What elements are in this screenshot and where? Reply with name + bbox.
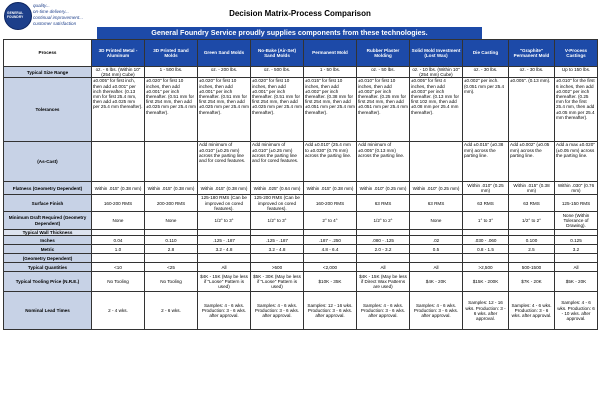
table-row [4,254,598,263]
table-cell: None [410,212,463,230]
table-cell: .080 - .125 [357,236,410,245]
table-cell [357,254,410,263]
process-column-header: Die Casting [463,40,509,67]
table-cell: 1.0 [92,245,145,254]
row-label: Typical Quantities [4,263,92,272]
table-cell: ±0.005" for first inch, then add ±0.001" per inch thereafter. (0.13 mm for first 25.4 mm, then add ±0.025 mm per 25.4 mm thereafter). [92,78,145,142]
table-row [4,78,598,142]
table-cell: oz. - 30 lbs. [463,67,509,78]
table-cell: $4K - 15K (May be less if Direct Wax Patterns are used) [357,272,410,292]
process-comparison-table [3,39,598,330]
table-cell: Add minimum of ±0.010" (±0.25 mm) across the parting line and for cored features. [198,142,251,182]
table-cell: 63 RMS [509,195,555,212]
row-label: Typical Tooling Price (N.R.E.) [4,272,92,292]
table-row [4,182,598,195]
table-cell: 2.5 [509,245,555,254]
table-cell: Samples: 4 - 6 wks. Production: 6 - 10 wks. after approval. [555,292,598,330]
table-cell: Add a max ±0.020" (±0.05 mm) across the parting line. [555,142,598,182]
table-cell: 2.0 - 3.2 [357,245,410,254]
table-cell: ±0.020" for first 10 inches, then add ±0.001" per inch thereafter. (0.51 mm for first 254 mm, then add ±0.025 mm per 25.4 mm thereafter). [198,78,251,142]
table-cell: ±0.005" for first 4 inches, then add ±0.003" per inch thereafter. (0.13 mm for first 102 mm, then add ±0.08 mm per 25.4 mm thereafter). [410,78,463,142]
table-cell: 125-150 RMS [555,195,598,212]
table-cell: 2.8 [145,245,198,254]
table-row [4,272,598,292]
table-cell: None [92,212,145,230]
row-label: Nominal Lead Times [4,292,92,330]
logo-tagline-line: customer satisfaction [33,21,77,26]
table-cell [509,254,555,263]
row-label: Metric [4,245,92,254]
table-row [4,212,598,230]
table-cell: No Tooling [145,272,198,292]
process-column-header: Permanent Mold [304,40,357,67]
process-column-header: 3D Printed Sand Molds [145,40,198,67]
table-cell: All [357,263,410,272]
logo-tagline-line: continual improvement... [33,15,84,20]
table-cell: ±0.010" for first 10 inches, then add ±0.002" per inch thereafter. (0.25 mm for first 254 mm, then add ±0.051 mm per 25.4 mm thereafter). [357,78,410,142]
process-column-header: V-Process Castings [555,40,598,67]
table-cell: 0.125 [555,236,598,245]
suppliers-banner: General Foundry Service proudly supplies components from these technologies. [97,27,482,39]
table-cell: 2° to 4° [304,212,357,230]
table-row [4,195,598,212]
process-column-header: No-Bake (Air-Set) Sand Molds [251,40,304,67]
row-label: Minimum Draft Required (Geometry Dependent) [4,212,92,230]
table-cell: 0.100 [509,236,555,245]
table-cell: $10K - 35K [304,272,357,292]
table-cell: Add minimum of ±0.005" (0.13 mm) across the parting line. [357,142,410,182]
logo-tagline-line: quality... [33,3,50,8]
table-cell [304,254,357,263]
table-cell: $4K - 20K [410,272,463,292]
table-cell: Add minimum of ±0.010" (±0.25 mm) across the parting line and for cored features. [251,142,304,182]
table-cell: Samples: 12 - 16 wks. Production: 3 - 6 wks. after approval. [304,292,357,330]
table-cell: 0.110 [145,236,198,245]
table-cell: >500 [251,263,304,272]
table-cell: Up to 150 lbs. [555,67,598,78]
row-label: Typical Size Range [4,67,92,78]
table-cell: oz. - 200 lbs. [198,67,251,78]
table-cell: All [555,263,598,272]
table-cell [92,142,145,182]
table-cell: <2,000 [304,263,357,272]
process-column-header: 3D Printed Metal - Aluminum [92,40,145,67]
table-cell: $15K - 200K [463,272,509,292]
row-label: (Geometry Dependent) [4,254,92,263]
table-cell: .02 [410,236,463,245]
table-cell: Within .015" (0.38 mm) [145,182,198,195]
row-label: Flatness (Geometry Dependent) [4,182,92,195]
table-cell: Within .025" (0.64 mm) [251,182,304,195]
table-cell: Samples: 4 - 6 wks. Production: 3 - 6 wks. after approval. [509,292,555,330]
table-cell [555,254,598,263]
table-cell: >2,500 [463,263,509,272]
table-row [4,263,598,272]
table-cell: Samples: 4 - 6 wks. Production: 3 - 6 wks. after approval. [357,292,410,330]
table-cell: ±0.015" for first 10 inches, then add ±0.002" per inch thereafter. (0.38 mm for first 254 mm, then add ±0.051 mm per 25.4 mm thereafter). [304,78,357,142]
table-row [4,245,598,254]
table-cell: oz. - 10 lbs. (Within 10" (254 mm) Cube) [410,67,463,78]
table-cell: 3.2 - 4.8 [198,245,251,254]
table-cell: .187 - .250 [304,236,357,245]
process-header: Process [4,40,92,67]
table-cell: 1/2° to 2° [357,212,410,230]
table-cell [92,254,145,263]
row-label: Typical Wall Thickness [4,230,92,236]
table-cell [463,254,509,263]
table-cell: All [410,263,463,272]
table-cell [145,254,198,263]
table-cell: 125-200 RMS (Can be improved on cored features). [251,195,304,212]
header-row [4,40,598,67]
table-row [4,292,598,330]
table-cell: 500-1500 [509,263,555,272]
table-cell: 1/2° to 3° [198,212,251,230]
table-cell: None [145,212,198,230]
table-cell: 0.04 [92,236,145,245]
table-cell: oz. - 6 lbs. (Within 10" (254 mm) Cube) [92,67,145,78]
row-label: Inches [4,236,92,245]
table-cell: Within .015" (0.38 mm) [92,182,145,195]
table-cell: 125-180 RMS (Can be improved on cored features). [198,195,251,212]
table-cell: $7K - 20K [509,272,555,292]
table-cell: Within .010" (0.25 mm) [357,182,410,195]
table-cell: 0.5 [410,245,463,254]
table-cell: 200-300 RMS [145,195,198,212]
table-row [4,67,598,78]
table-cell: 2 - 4 wks. [92,292,145,330]
table-cell: No Tooling [92,272,145,292]
table-cell: 3.2 - 4.8 [251,245,304,254]
table-cell: 1/2° to 2° [509,212,555,230]
table-cell: None (Within Tolerance of Drawing). [555,212,598,230]
table-cell: All [198,263,251,272]
table-cell [251,254,304,263]
table-cell: Within .010" (0.25 mm) [410,182,463,195]
table-cell: 1 - 500 lbs. [145,67,198,78]
logo-seal: GENERAL FOUNDRY [4,2,32,30]
table-cell: oz. - 500 lbs. [251,67,304,78]
process-column-header: Rubber Plaster Molding [357,40,410,67]
row-label: Surface Finish [4,195,92,212]
table-cell: ±0.020" for first 10 inches, then add ±0.001" per inch thereafter. (0.51 mm for first 254 mm, then add ±0.025 mm per 25.4 mm thereafter). [251,78,304,142]
table-cell: 4.8 - 6.4 [304,245,357,254]
table-cell: 160-200 RMS [92,195,145,212]
table-cell: .125 - .187 [198,236,251,245]
table-cell: 1° to 3° [463,212,509,230]
table-cell: Samples: 4 - 6 wks. Production: 3 - 6 wks. after approval. [251,292,304,330]
table-cell: $4K - 15K (May be less if "Loose" Pattern is used) [198,272,251,292]
table-cell [410,254,463,263]
table-cell: oz. - 50 lbs. [357,67,410,78]
table-cell: Within .010" (0.25 mm) [463,182,509,195]
table-cell: Samples: 12 - 16 wks. Production: 3 - 6 wks. after approval. [463,292,509,330]
table-cell: <25 [145,263,198,272]
table-cell: ±0.002" per inch. (0.051 mm per 25.4 mm). [463,78,509,142]
process-column-header: Green Sand Molds [198,40,251,67]
process-column-header: "Graphite" Permanent Mold [509,40,555,67]
table-cell: 3.2 [555,245,598,254]
table-row [4,142,598,182]
table-cell: Samples: 4 - 6 wks. Production: 3 - 6 wks. after approval. [198,292,251,330]
table-cell: ±0.010" for the first 6 inches, then add ±0.002" per inch thereafter. (0.25 mm for the first 25.4 mm, then add ±0.05 mm per 25.4 mm thereafter). [555,78,598,142]
table-cell: ±0.005". (0.13 mm). [509,78,555,142]
table-cell: ±0.020" for first 10 inches, then add ±0.001" per inch thereafter. (0.51 mm for first 254 mm, then add ±0.025 mm per 25.4 mm thereafter). [145,78,198,142]
logo-tagline-line: on-time delivery... [33,9,69,14]
process-column-header: Solid Mold Investment (Lost Wax) [410,40,463,67]
table-cell: 2 - 6 wks. [145,292,198,330]
table-cell [198,254,251,263]
table-cell: 1 - 50 lbs. [304,67,357,78]
table-cell: $5K - 30K (May be less if "Loose" Pattern is used) [251,272,304,292]
row-label: Tolerances [4,78,92,142]
table-cell: oz. - 30 lbs. [509,67,555,78]
table-cell: 160-200 RMS [304,195,357,212]
table-cell: 1/2° to 3° [251,212,304,230]
table-cell: $5K - 20K [555,272,598,292]
table-cell: Within .015" (0.38 mm) [304,182,357,195]
table-cell: Samples: 4 - 6 wks. Production: 3 - 6 wks. after approval. [410,292,463,330]
table-cell: Within .030" (0.76 mm) [555,182,598,195]
table-cell: 63 RMS [410,195,463,212]
table-cell: Add ±0.010" (25.4 mm to ±0.030" (0.76 mm) across the parting line. [304,142,357,182]
table-cell: Within .015" (0.38 mm) [198,182,251,195]
table-cell: .030 - .060 [463,236,509,245]
table-cell: 0.8 - 1.5 [463,245,509,254]
table-cell: Add ±0.015" (±0.38 mm) across the parting line. [463,142,509,182]
table-row [4,236,598,245]
document-title: Decision Matrix-Process Comparison [229,9,371,18]
table-cell [145,142,198,182]
table-cell: <10 [92,263,145,272]
table-cell: 63 RMS [463,195,509,212]
table-cell: Within .015" (0.38 mm) [509,182,555,195]
table-cell: .125 - .187 [251,236,304,245]
table-cell: 63 RMS [357,195,410,212]
row-label: (As-Cast) [4,142,92,182]
table-cell [410,142,463,182]
table-cell: Add ±0.002" (±0.05 mm) across the parting line. [509,142,555,182]
